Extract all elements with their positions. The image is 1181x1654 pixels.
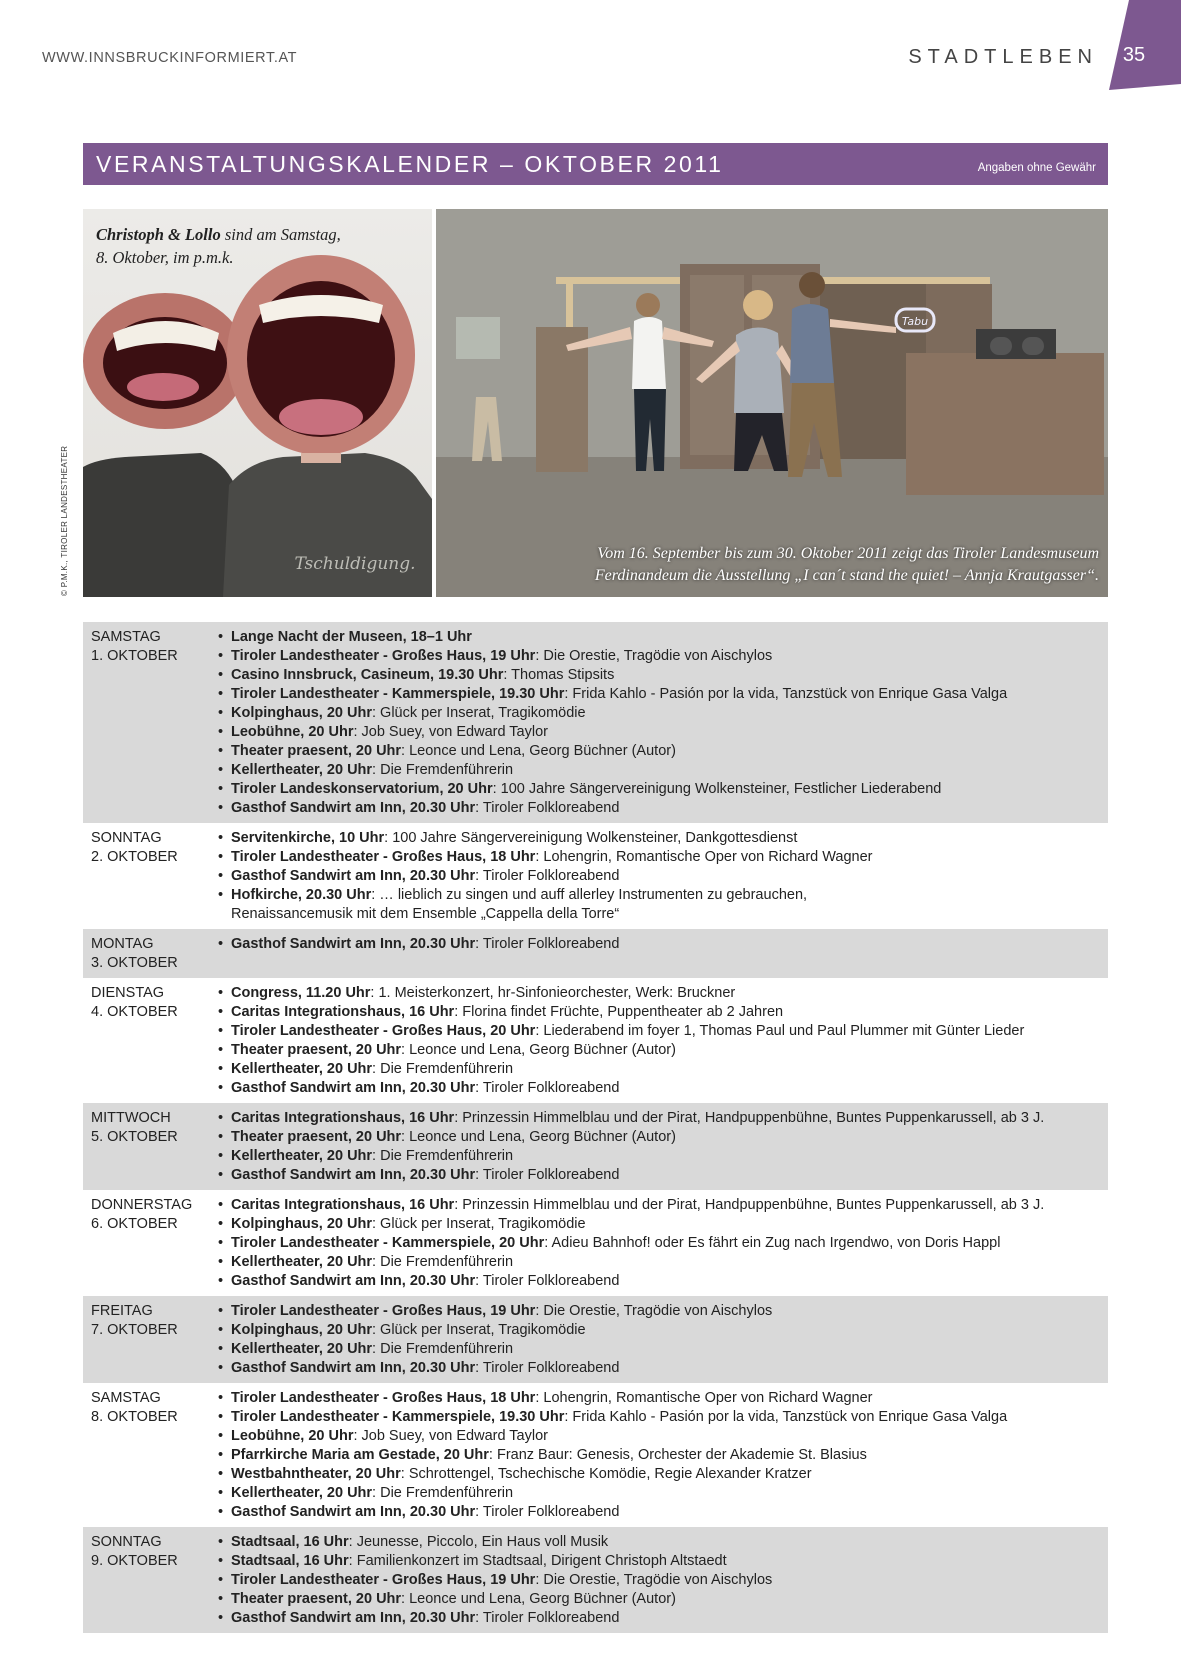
event-description: : Tiroler Folkloreabend: [475, 1080, 620, 1096]
day-row: [83, 622, 1108, 823]
website-url: WWW.INNSBRUCKINFORMIERT.AT: [42, 50, 298, 66]
date: 3. OKTOBER: [91, 955, 178, 971]
day-label: [83, 984, 213, 1098]
event-venue: Tiroler Landestheater - Großes Haus, 18 Uhr: [231, 1390, 536, 1406]
day-label: [83, 1302, 213, 1378]
event-description: : Tiroler Folkloreabend: [475, 1610, 620, 1626]
event-item: [213, 1060, 1108, 1079]
photo-christoph-lollo: [83, 209, 432, 597]
event-list: [213, 1109, 1108, 1185]
event-venue: Tiroler Landestheater - Großes Haus, 19 Uhr: [231, 1303, 536, 1319]
event-item: [213, 848, 1108, 867]
event-item: [213, 1389, 1108, 1408]
weekday: SONNTAG: [91, 830, 162, 846]
section-title: STADTLEBEN: [908, 46, 1098, 68]
event-description: : Liederabend im foyer 1, Thomas Paul und Paul Plummer mit Günter Lieder: [535, 1023, 1025, 1039]
event-item: [213, 1427, 1108, 1446]
event-item: [213, 829, 1108, 848]
event-description: : 1. Meisterkonzert, hr-Sinfonieorchester, Werk: Bruckner: [370, 985, 736, 1001]
event-description: : Florina findet Früchte, Puppentheater ab 2 Jahren: [454, 1004, 784, 1020]
event-item: [213, 647, 1108, 666]
day-label: [83, 935, 213, 973]
event-item: [213, 1465, 1108, 1484]
event-venue: Stadtsaal, 16 Uhr: [231, 1534, 349, 1550]
event-item: [213, 1196, 1108, 1215]
event-description: : Die Fremdenführerin: [372, 1485, 514, 1501]
weekday: SAMSTAG: [91, 1390, 161, 1406]
event-item: [213, 761, 1108, 780]
event-venue: Pfarrkirche Maria am Gestade, 20 Uhr: [231, 1447, 489, 1463]
event-description: : Schrottengel, Tschechische Komödie, Regie Alexander Kratzer: [400, 1466, 812, 1482]
event-venue: Tiroler Landestheater - Kammerspiele, 19.30 Uhr: [231, 686, 565, 702]
event-item: [213, 1359, 1108, 1378]
event-venue: Kellertheater, 20 Uhr: [231, 1341, 373, 1357]
event-description: : Tiroler Folkloreabend: [475, 1273, 620, 1289]
event-item: [213, 1446, 1108, 1465]
day-label: [83, 1533, 213, 1628]
event-item: [213, 1215, 1108, 1234]
event-description: : Die Fremdenführerin: [372, 1148, 514, 1164]
event-item: [213, 935, 1108, 954]
event-venue: Gasthof Sandwirt am Inn, 20.30 Uhr: [231, 1273, 476, 1289]
event-venue: Gasthof Sandwirt am Inn, 20.30 Uhr: [231, 1504, 476, 1520]
event-venue: Tiroler Landestheater - Großes Haus, 19 Uhr: [231, 1572, 536, 1588]
event-description: : Die Orestie, Tragödie von Aischylos: [535, 648, 773, 664]
event-calendar-list: [83, 622, 1108, 1633]
day-label: [83, 829, 213, 924]
event-description: : Die Orestie, Tragödie von Aischylos: [535, 1572, 773, 1588]
event-venue: Lange Nacht der Museen, 18–1 Uhr: [231, 629, 472, 645]
event-venue: Theater praesent, 20 Uhr: [231, 1591, 402, 1607]
event-description: : Leonce und Lena, Georg Büchner (Autor): [401, 1129, 676, 1145]
event-venue: Gasthof Sandwirt am Inn, 20.30 Uhr: [231, 1610, 476, 1626]
caption-line2: 8. Oktober, im p.m.k.: [96, 248, 234, 267]
event-item: [213, 799, 1108, 818]
right-caption-line2: Ferdinandeum die Ausstellung „I can´t stand the quiet! – Annja Krautgasser“.: [594, 567, 1099, 584]
event-venue: Gasthof Sandwirt am Inn, 20.30 Uhr: [231, 868, 476, 884]
event-description: : Thomas Stipsits: [503, 667, 615, 683]
event-venue: Tiroler Landeskonservatorium, 20 Uhr: [231, 781, 493, 797]
neon-sign: Tabu: [901, 315, 929, 328]
event-description: : Leonce und Lena, Georg Büchner (Autor): [401, 743, 676, 759]
event-item: [213, 1571, 1108, 1590]
event-description: : Die Fremdenführerin: [372, 1061, 514, 1077]
event-description: : 100 Jahre Sängervereinigung Wolkensteiner, Festlicher Liederabend: [492, 781, 942, 797]
event-list: [213, 984, 1108, 1098]
event-venue: Tiroler Landestheater - Kammerspiele, 19.30 Uhr: [231, 1409, 565, 1425]
event-description: : Frida Kahlo - Pasión por la vida, Tanzstück von Enrique Gasa Valga: [564, 686, 1008, 702]
event-description: : Job Suey, von Edward Taylor: [353, 1428, 548, 1444]
event-venue: Hofkirche, 20.30 Uhr: [231, 887, 372, 903]
event-item: [213, 1147, 1108, 1166]
event-description: : Franz Baur: Genesis, Orchester der Akademie St. Blasius: [488, 1447, 867, 1463]
event-description: : Glück per Inserat, Tragikomödie: [372, 705, 586, 721]
calendar-header-bar: [83, 143, 1108, 185]
event-description: : Adieu Bahnhof! oder Es fährt ein Zug nach Irgendwo, von Doris Happl: [544, 1235, 1001, 1251]
event-item: [213, 780, 1108, 799]
day-row: [83, 929, 1108, 978]
date: 4. OKTOBER: [91, 1004, 178, 1020]
day-label: [83, 1389, 213, 1522]
date: 6. OKTOBER: [91, 1216, 178, 1232]
event-item: [213, 1302, 1108, 1321]
weekday: FREITAG: [91, 1303, 153, 1319]
event-venue: Tiroler Landestheater - Großes Haus, 19 Uhr: [231, 648, 536, 664]
date: 2. OKTOBER: [91, 849, 178, 865]
right-caption-line1: Vom 16. September bis zum 30. Oktober 2011 zeigt das Tiroler Landesmuseum: [597, 545, 1099, 562]
event-description: : … lieblich zu singen und auff allerley Instrumenten zu gebrauchen,: [371, 887, 808, 903]
event-venue: Kellertheater, 20 Uhr: [231, 1485, 373, 1501]
event-item: [213, 1590, 1108, 1609]
event-venue: Kellertheater, 20 Uhr: [231, 762, 373, 778]
right-photo-caption: [539, 543, 1099, 587]
event-description: : Glück per Inserat, Tragikomödie: [372, 1216, 586, 1232]
day-row: [83, 1296, 1108, 1383]
event-description: : Familienkonzert im Stadtsaal, Dirigent Christoph Altstaedt: [348, 1553, 727, 1569]
event-venue: Westbahntheater, 20 Uhr: [231, 1466, 401, 1482]
event-item: [213, 666, 1108, 685]
event-venue: Caritas Integrationshaus, 16 Uhr: [231, 1004, 455, 1020]
event-description: : Tiroler Folkloreabend: [475, 1360, 620, 1376]
event-venue: Theater praesent, 20 Uhr: [231, 1129, 402, 1145]
day-label: [83, 1109, 213, 1185]
date: 9. OKTOBER: [91, 1553, 178, 1569]
weekday: MONTAG: [91, 936, 154, 952]
event-venue: Tiroler Landestheater - Großes Haus, 20 Uhr: [231, 1023, 536, 1039]
weekday: SAMSTAG: [91, 629, 161, 645]
event-item: [213, 1253, 1108, 1272]
event-list: [213, 1389, 1108, 1522]
event-item: [213, 1166, 1108, 1185]
event-list: [213, 628, 1108, 818]
event-venue: Leobühne, 20 Uhr: [231, 1428, 354, 1444]
event-venue: Gasthof Sandwirt am Inn, 20.30 Uhr: [231, 1080, 476, 1096]
event-venue: Caritas Integrationshaus, 16 Uhr: [231, 1197, 455, 1213]
event-venue: Tiroler Landestheater - Kammerspiele, 20 Uhr: [231, 1235, 545, 1251]
event-item: [213, 742, 1108, 761]
event-item: [213, 1003, 1108, 1022]
calendar-title: VERANSTALTUNGSKALENDER – OKTOBER 2011: [96, 151, 724, 177]
event-list: [213, 829, 1108, 924]
event-item: [213, 704, 1108, 723]
event-list: [213, 935, 1108, 973]
event-venue: Kolpinghaus, 20 Uhr: [231, 1216, 372, 1232]
event-venue: Gasthof Sandwirt am Inn, 20.30 Uhr: [231, 936, 476, 952]
photo-exhibition-ferdinandeum: [436, 209, 1108, 597]
event-item: [213, 1552, 1108, 1571]
event-description: : Tiroler Folkloreabend: [475, 1167, 620, 1183]
event-description: : 100 Jahre Sängervereinigung Wolkensteiner, Dankgottesdienst: [384, 830, 798, 846]
event-description: : Leonce und Lena, Georg Büchner (Autor): [401, 1042, 676, 1058]
event-description: : Prinzessin Himmelblau und der Pirat, Handpuppenbühne, Buntes Puppenkarussell, ab 3 J.: [454, 1197, 1045, 1213]
date: 8. OKTOBER: [91, 1409, 178, 1425]
event-list: [213, 1196, 1108, 1291]
day-row: [83, 1190, 1108, 1296]
day-label: [83, 628, 213, 818]
event-item: [213, 1041, 1108, 1060]
day-label: [83, 1196, 213, 1291]
event-item: [213, 886, 1108, 924]
event-venue: Kellertheater, 20 Uhr: [231, 1148, 373, 1164]
date: 7. OKTOBER: [91, 1322, 178, 1338]
day-row: [83, 1527, 1108, 1633]
weekday: MITTWOCH: [91, 1110, 171, 1126]
event-item: [213, 628, 1108, 647]
event-item: [213, 1484, 1108, 1503]
event-description: : Tiroler Folkloreabend: [475, 868, 620, 884]
event-list: [213, 1533, 1108, 1628]
event-item: [213, 1408, 1108, 1427]
event-venue: Kolpinghaus, 20 Uhr: [231, 705, 372, 721]
event-venue: Gasthof Sandwirt am Inn, 20.30 Uhr: [231, 1167, 476, 1183]
event-item: [213, 1321, 1108, 1340]
event-venue: Stadtsaal, 16 Uhr: [231, 1553, 349, 1569]
day-row: [83, 823, 1108, 929]
event-description: : Die Fremdenführerin: [372, 1254, 514, 1270]
left-photo-caption: [96, 223, 341, 269]
event-venue: Kolpinghaus, 20 Uhr: [231, 1322, 372, 1338]
event-description: : Tiroler Folkloreabend: [475, 936, 620, 952]
event-venue: Theater praesent, 20 Uhr: [231, 743, 402, 759]
event-description: : Jeunesse, Piccolo, Ein Haus voll Musik: [348, 1534, 609, 1550]
event-venue: Servitenkirche, 10 Uhr: [231, 830, 385, 846]
disclaimer-note: Angaben ohne Gewähr: [977, 162, 1096, 174]
photo-exhibition-illustration: [436, 209, 1108, 597]
event-item: [213, 1079, 1108, 1098]
event-venue: Kellertheater, 20 Uhr: [231, 1254, 373, 1270]
event-item: [213, 685, 1108, 704]
event-venue: Congress, 11.20 Uhr: [231, 985, 371, 1001]
day-row: [83, 978, 1108, 1103]
event-venue: Leobühne, 20 Uhr: [231, 724, 354, 740]
event-venue: Theater praesent, 20 Uhr: [231, 1042, 402, 1058]
event-description: : Tiroler Folkloreabend: [475, 800, 620, 816]
day-row: [83, 1103, 1108, 1190]
event-venue: Casino Innsbruck, Casineum, 19.30 Uhr: [231, 667, 504, 683]
weekday: DONNERSTAG: [91, 1197, 193, 1213]
event-description: : Die Orestie, Tragödie von Aischylos: [535, 1303, 773, 1319]
event-description: : Leonce und Lena, Georg Büchner (Autor): [401, 1591, 676, 1607]
event-description: : Lohengrin, Romantische Oper von Richard Wagner: [535, 1390, 873, 1406]
event-item: [213, 1533, 1108, 1552]
weekday: DIENSTAG: [91, 985, 165, 1001]
page-number: 35: [1122, 44, 1146, 66]
event-description: : Die Fremdenführerin: [372, 1341, 514, 1357]
event-venue: Kellertheater, 20 Uhr: [231, 1061, 373, 1077]
shirt-print: Tschuldigung.: [294, 554, 416, 574]
event-item: [213, 723, 1108, 742]
event-item: [213, 1234, 1108, 1253]
date: 1. OKTOBER: [91, 648, 178, 664]
event-description: : Tiroler Folkloreabend: [475, 1504, 620, 1520]
event-item: [213, 1272, 1108, 1291]
event-venue: Gasthof Sandwirt am Inn, 20.30 Uhr: [231, 800, 476, 816]
event-item: [213, 1503, 1108, 1522]
event-item: [213, 984, 1108, 1003]
event-venue: Caritas Integrationshaus, 16 Uhr: [231, 1110, 455, 1126]
event-description: : Die Fremdenführerin: [372, 762, 514, 778]
event-venue: Tiroler Landestheater - Großes Haus, 18 Uhr: [231, 849, 536, 865]
event-description-continued: Renaissancemusik mit dem Ensemble „Cappella della Torre“: [231, 906, 620, 922]
event-description: : Prinzessin Himmelblau und der Pirat, Handpuppenbühne, Buntes Puppenkarussell, ab 3 J.: [454, 1110, 1045, 1126]
event-item: [213, 1609, 1108, 1628]
event-description: : Lohengrin, Romantische Oper von Richard Wagner: [535, 849, 873, 865]
caption-line1-rest: sind am Samstag,: [220, 225, 341, 244]
event-list: [213, 1302, 1108, 1378]
caption-artist-name: Christoph & Lollo: [96, 225, 221, 244]
event-description: : Glück per Inserat, Tragikomödie: [372, 1322, 586, 1338]
event-item: [213, 1128, 1108, 1147]
event-item: [213, 867, 1108, 886]
weekday: SONNTAG: [91, 1534, 162, 1550]
event-description: : Job Suey, von Edward Taylor: [353, 724, 548, 740]
event-description: : Frida Kahlo - Pasión por la vida, Tanzstück von Enrique Gasa Valga: [564, 1409, 1008, 1425]
day-row: [83, 1383, 1108, 1527]
photo-credit: © P.M.K., TIROLER LANDESTHEATER: [60, 445, 69, 596]
date: 5. OKTOBER: [91, 1129, 178, 1145]
event-item: [213, 1340, 1108, 1359]
event-item: [213, 1022, 1108, 1041]
event-item: [213, 1109, 1108, 1128]
event-venue: Gasthof Sandwirt am Inn, 20.30 Uhr: [231, 1360, 476, 1376]
